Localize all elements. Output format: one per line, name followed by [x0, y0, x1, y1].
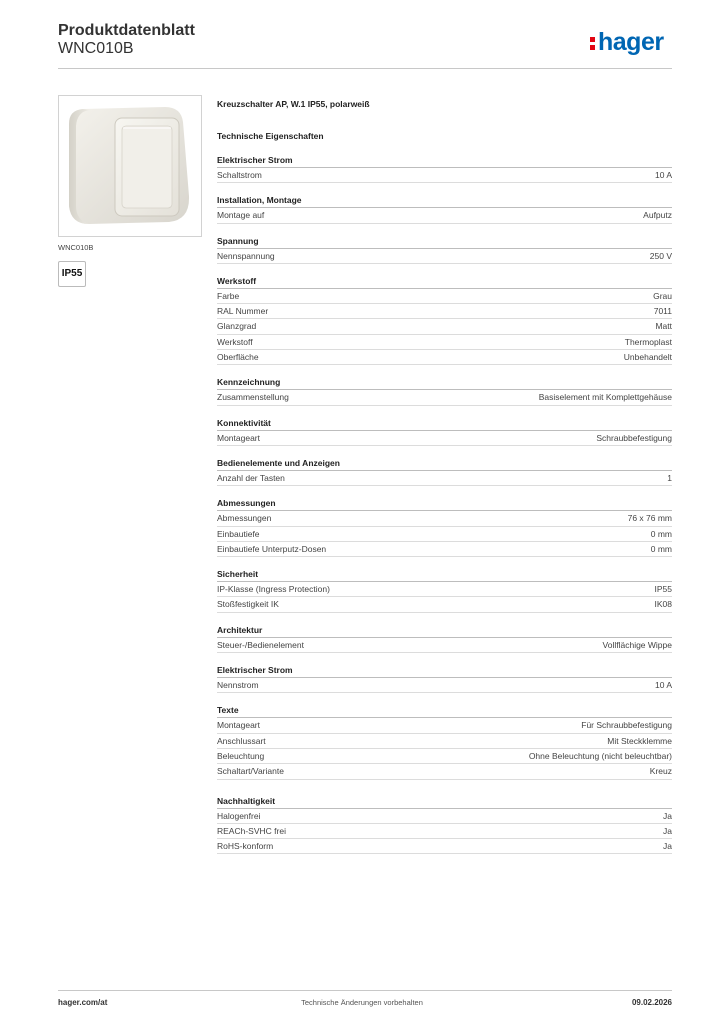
logo-dots-icon [590, 31, 596, 51]
spec-label: Montageart [217, 432, 260, 443]
spec-label: Werkstoff [217, 336, 253, 347]
section-title: Architektur [217, 623, 672, 638]
spec-label: Beleuchtung [217, 750, 265, 761]
spec-section [217, 623, 672, 653]
section-title: Kennzeichnung [217, 375, 672, 390]
spec-label: Oberfläche [217, 352, 259, 363]
spec-label: Stoßfestigkeit IK [217, 599, 279, 610]
section-title: Spannung [217, 234, 672, 249]
section-title: Abmessungen [217, 496, 672, 511]
spec-label: Anschlussart [217, 735, 266, 746]
specs-heading: Technische Eigenschaften [217, 131, 324, 141]
spec-row [217, 638, 672, 653]
brand-name: hager [598, 28, 664, 56]
section-title: Nachhaltigkeit [217, 794, 672, 809]
header-divider [58, 68, 672, 69]
spec-value: Ja [663, 810, 672, 821]
spec-label: Nennstrom [217, 680, 259, 691]
product-image [58, 95, 202, 237]
spec-row [217, 319, 672, 334]
spec-value: 0 mm [650, 528, 672, 539]
spec-section [217, 496, 672, 557]
spec-section [217, 274, 672, 365]
spec-row [217, 304, 672, 319]
section-title: Elektrischer Strom [217, 663, 672, 678]
spec-value: IP55 [654, 584, 672, 595]
spec-row [217, 718, 672, 733]
spec-value: 76 x 76 mm [627, 513, 672, 524]
page-footer [0, 990, 724, 1020]
footer-divider [58, 990, 672, 991]
spec-row [217, 678, 672, 693]
spec-label: Steuer-/Bedienelement [217, 639, 304, 650]
ip55-badge: IP55 [58, 261, 86, 287]
hager-logo[interactable] [590, 28, 664, 57]
spec-row [217, 764, 672, 779]
spec-section [217, 794, 672, 855]
spec-label: Anzahl der Tasten [217, 472, 285, 483]
spec-row [217, 431, 672, 446]
spec-value: Unbehandelt [623, 352, 672, 363]
spec-section [217, 234, 672, 264]
spec-value: Ja [663, 825, 672, 836]
spec-row [217, 289, 672, 304]
spec-value: 250 V [649, 250, 672, 261]
spec-row [217, 390, 672, 405]
spec-label: RAL Nummer [217, 306, 269, 317]
product-code: WNC010B [58, 40, 134, 57]
spec-value: Mit Steckklemme [607, 735, 672, 746]
spec-section [217, 153, 672, 183]
section-title: Texte [217, 703, 672, 718]
spec-label: Montageart [217, 720, 260, 731]
spec-section [217, 663, 672, 693]
section-title: Konnektivität [217, 416, 672, 431]
spec-row [217, 597, 672, 612]
spec-label: Einbautiefe Unterputz-Dosen [217, 543, 327, 554]
spec-value: Grau [653, 290, 672, 301]
spec-label: REACh-SVHC frei [217, 825, 286, 836]
spec-row [217, 168, 672, 183]
section-title: Installation, Montage [217, 193, 672, 208]
spec-label: Halogenfrei [217, 810, 261, 821]
spec-value: 7011 [653, 306, 672, 317]
spec-label: IP-Klasse (Ingress Protection) [217, 584, 330, 595]
document-title: Produktdatenblatt [58, 22, 195, 39]
spec-value: Für Schraubbefestigung [581, 720, 672, 731]
page-header [0, 0, 724, 70]
spec-sections [217, 153, 672, 854]
section-title: Sicherheit [217, 567, 672, 582]
spec-label: Montage auf [217, 210, 265, 221]
spec-row [217, 839, 672, 854]
technical-specs [217, 97, 672, 854]
spec-section [217, 375, 672, 405]
spec-row [217, 824, 672, 839]
spec-row [217, 511, 672, 526]
spec-label: RoHS-konform [217, 841, 274, 852]
spec-value: Thermoplast [624, 336, 672, 347]
footer-date: 09.02.2026 [631, 998, 672, 1007]
spec-label: Schaltstrom [217, 170, 262, 180]
spec-row [217, 350, 672, 365]
spec-value: Ja [663, 841, 672, 852]
spec-value: Kreuz [649, 766, 672, 777]
spec-row [217, 809, 672, 824]
spec-row [217, 249, 672, 264]
spec-value: Ohne Beleuchtung (nicht beleuchtbar) [528, 750, 672, 761]
spec-label: Einbautiefe [217, 528, 260, 539]
spec-row [217, 335, 672, 350]
spec-row [217, 582, 672, 597]
spec-value: 0 mm [650, 543, 672, 554]
spec-value: 10 A [654, 170, 672, 180]
footer-disclaimer: Technische Änderungen vorbehalten [301, 998, 423, 1007]
spec-value: Matt [655, 321, 672, 332]
spec-label: Nennspannung [217, 250, 275, 261]
spec-value: 1 [667, 472, 672, 483]
spec-section [217, 416, 672, 446]
spec-label: Zusammenstellung [217, 392, 289, 403]
product-description: Kreuzschalter AP, W.1 IP55, polarweiß [217, 99, 370, 109]
spec-row [217, 471, 672, 486]
switch-product-illustration [59, 96, 201, 236]
footer-website-link[interactable]: hager.com/at [58, 998, 108, 1007]
image-caption: WNC010B [58, 243, 94, 252]
spec-row [217, 734, 672, 749]
spec-value: Aufputz [643, 210, 672, 221]
spec-section [217, 567, 672, 613]
spec-value: Basiselement mit Komplettgehäuse [538, 392, 672, 403]
spec-value: IK08 [654, 599, 672, 610]
spec-label: Farbe [217, 290, 240, 301]
spec-row [217, 527, 672, 542]
spec-section [217, 456, 672, 486]
spec-label: Schaltart/Variante [217, 766, 284, 777]
section-title: Bedienelemente und Anzeigen [217, 456, 672, 471]
spec-value: Vollflächige Wippe [602, 639, 672, 650]
spec-value: Schraubbefestigung [596, 432, 672, 443]
spec-row [217, 208, 672, 223]
spec-value: 10 A [654, 680, 672, 691]
spec-label: Glanzgrad [217, 321, 257, 332]
spec-row [217, 749, 672, 764]
spec-label: Abmessungen [217, 513, 272, 524]
spec-row [217, 542, 672, 557]
section-title: Elektrischer Strom [217, 153, 672, 168]
section-title: Werkstoff [217, 274, 672, 289]
spec-section [217, 193, 672, 223]
spec-section [217, 703, 672, 779]
